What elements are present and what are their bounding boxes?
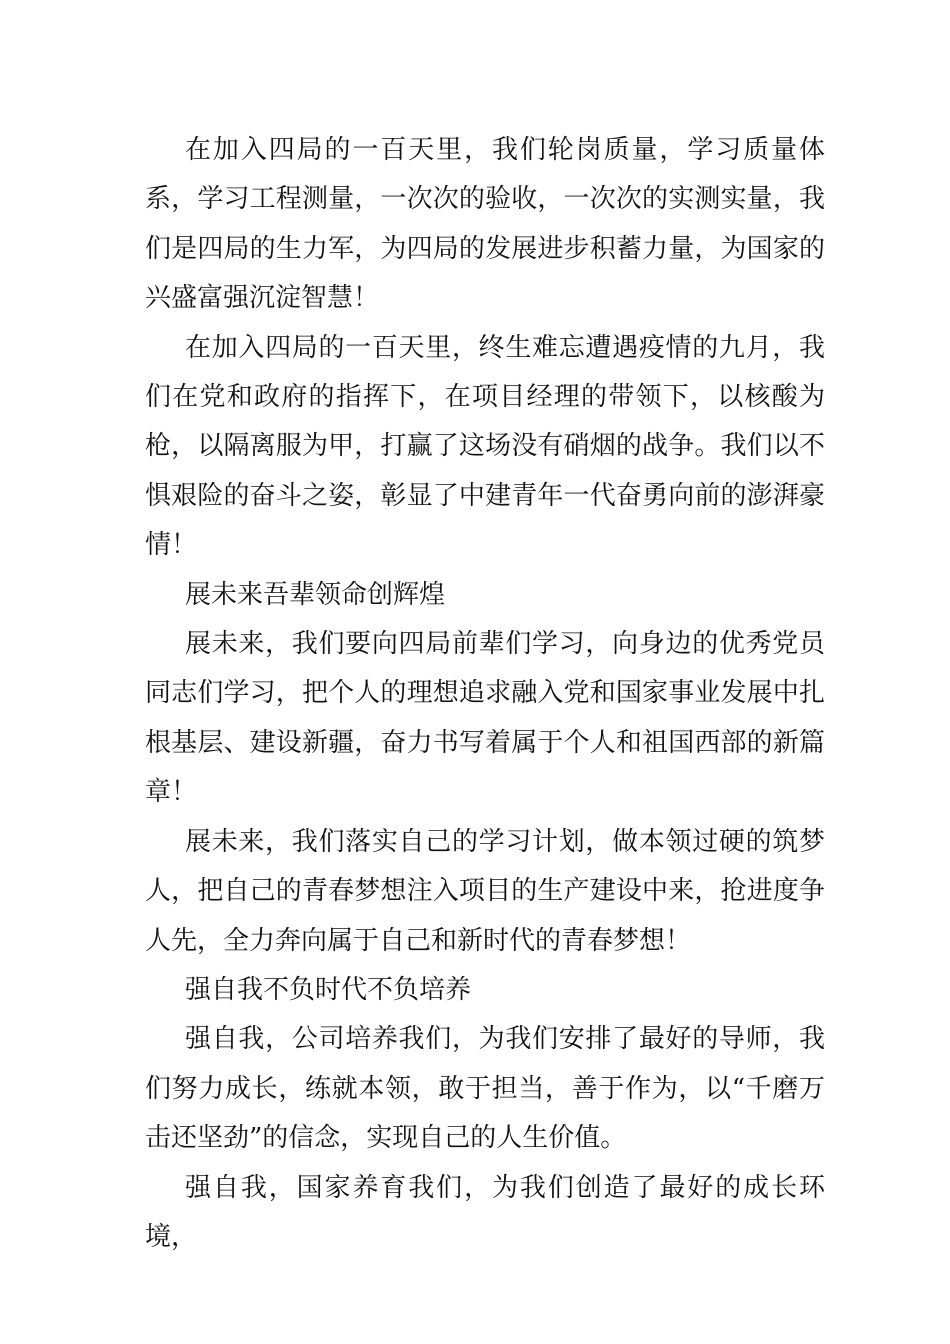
document-page <box>145 126 825 1262</box>
paragraph-1: 在加入四局的一百天里，我们轮岗质量，学习质量体系，学习工程测量，一次次的验收，一次次的实测实量，我们是四局的生力军，为四局的发展进步积蓄力量，为国家的兴盛富强沉淀智慧！ <box>145 135 825 314</box>
paragraph-6: 强自我，国家养育我们，为我们创造了最好的成长环境， <box>145 1172 825 1252</box>
section-heading-self: 强自我不负时代不负培养 <box>185 974 472 1005</box>
section-heading-future: 展未来吾辈领命创辉煌 <box>185 579 446 610</box>
paragraph-5: 强自我，公司培养我们，为我们安排了最好的导师，我们努力成长，练就本领，敢于担当，善于作为，以“千磨万击还坚劲”的信念，实现自己的人生价值。 <box>145 1024 825 1154</box>
paragraph-4: 展未来，我们落实自己的学习计划，做本领过硬的筑梦人，把自己的青春梦想注入项目的生产建设中来，抢进度争人先，全力奔向属于自己和新时代的青春梦想！ <box>145 826 825 956</box>
paragraph-3: 展未来，我们要向四局前辈们学习，向身边的优秀党员同志们学习，把个人的理想追求融入党和国家事业发展中扎根基层、建设新疆，奋力书写着属于个人和祖国西部的新篇章！ <box>145 629 825 808</box>
paragraph-2: 在加入四局的一百天里，终生难忘遭遇疫情的九月，我们在党和政府的指挥下，在项目经理的带领下，以核酸为枪，以隔离服为甲，打赢了这场没有硝烟的战争。我们以不惧艰险的奋斗之姿，彰显了中建青年一代奋勇向前的澎湃豪情！ <box>145 332 825 561</box>
